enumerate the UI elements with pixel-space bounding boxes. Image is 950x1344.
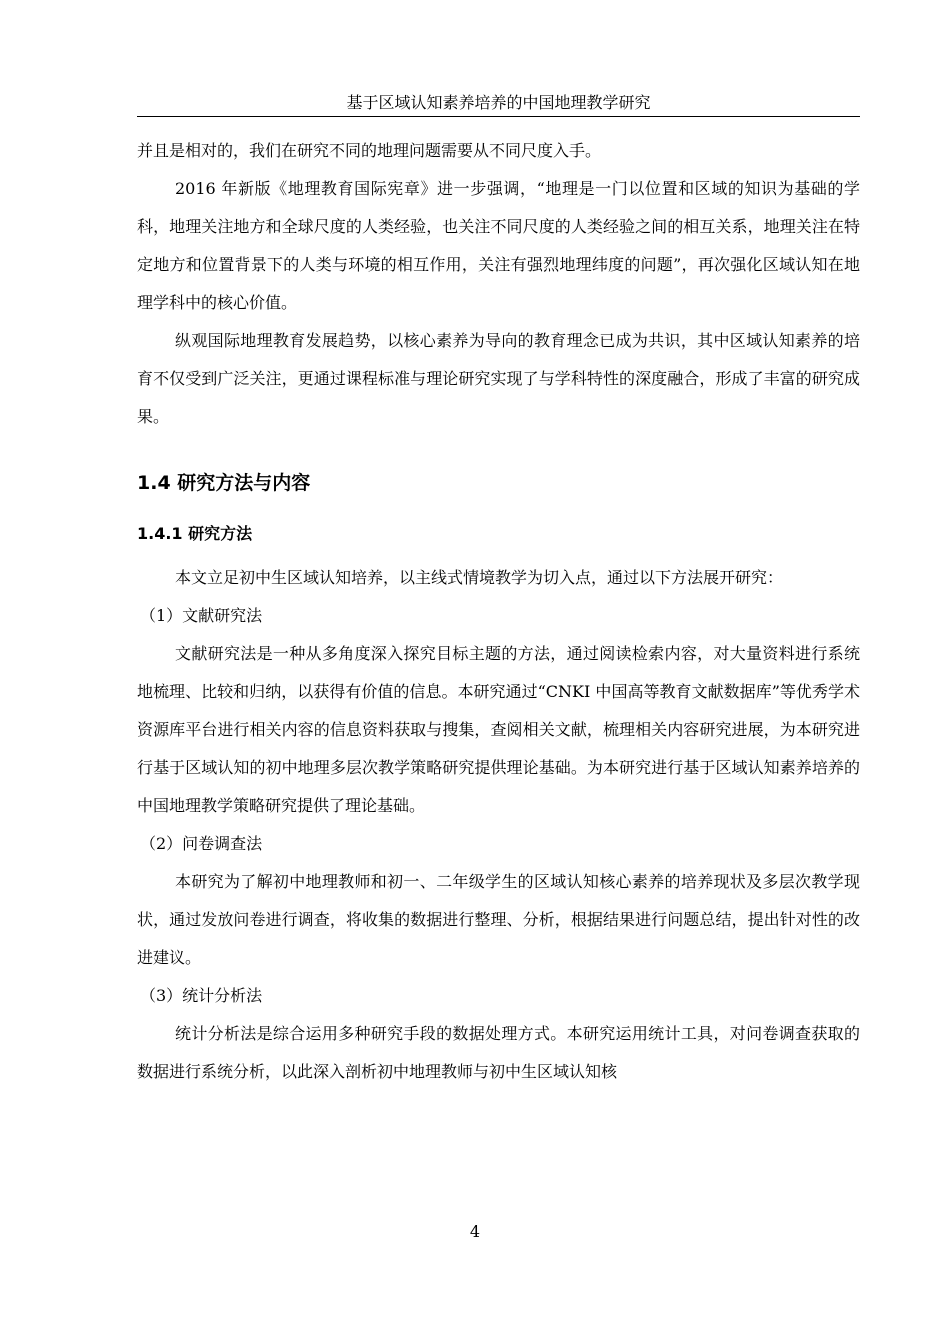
subsection-heading: 1.4.1 研究方法 xyxy=(137,524,253,543)
section-heading: 1.4 研究方法与内容 xyxy=(137,472,311,494)
method-text-statistics: 统计分析法是综合运用多种研究手段的数据处理方式。本研究运用统计工具，对问卷调查获取的数据进行系统分析，以此深入剖析初中地理教师与初中生区域认知核 xyxy=(137,1024,860,1081)
paragraph-trends: 纵观国际地理教育发展趋势，以核心素养为导向的教育理念已成为共识，其中区域认知素养的培育不仅受到广泛关注，更通过课程标准与理论研究实现了与学科特性的深度融合，形成了丰富的研究成果。 xyxy=(137,331,860,426)
running-header: 基于区域认知素养培养的中国地理教学研究 xyxy=(346,93,651,112)
method-label-statistics: （3）统计分析法 xyxy=(140,986,263,1005)
paragraph-charter: 2016 年新版《地理教育国际宪章》进一步强调，“地理是一门以位置和区域的知识为基础的学科，地理关注地方和全球尺度的人类经验，也关注不同尺度的人类经验之间的相互关系，地理关注在特定地方和位置背景下的人类与环境的相互作用，关注有强烈地理纬度的问题”，再次强化区域认知在地理学科中的核心价值。 xyxy=(137,179,860,312)
paragraph-continuation: 并且是相对的，我们在研究不同的地理问题需要从不同尺度入手。 xyxy=(137,141,602,160)
method-text-questionnaire: 本研究为了解初中地理教师和初一、二年级学生的区域认知核心素养的培养现状及多层次教学现状，通过发放问卷进行调查，将收集的数据进行整理、分析，根据结果进行问题总结，提出针对性的改进建议。 xyxy=(137,872,860,967)
body-text xyxy=(137,132,860,1091)
method-label-questionnaire: （2）问卷调查法 xyxy=(140,834,263,853)
method-label-literature: （1）文献研究法 xyxy=(140,606,263,625)
page-number: 4 xyxy=(469,1222,481,1241)
header-rule xyxy=(137,116,860,117)
methods-intro: 本文立足初中生区域认知培养，以主线式情境教学为切入点，通过以下方法展开研究： xyxy=(175,568,784,587)
method-text-literature: 文献研究法是一种从多角度深入探究目标主题的方法，通过阅读检索内容，对大量资料进行系统地梳理、比较和归纳，以获得有价值的信息。本研究通过“CNKI 中国高等教育文献数据库”等优秀学术资源库平台进行相关内容的信息资料获取与搜集，查阅相关文献，梳理相关内容研究进展，为本研究进行基于区域认知的初中地理多层次教学策略研究提供理论基础。为本研究进行基于区域认知素养培养的中国地理教学策略研究提供了理论基础。 xyxy=(137,644,860,815)
